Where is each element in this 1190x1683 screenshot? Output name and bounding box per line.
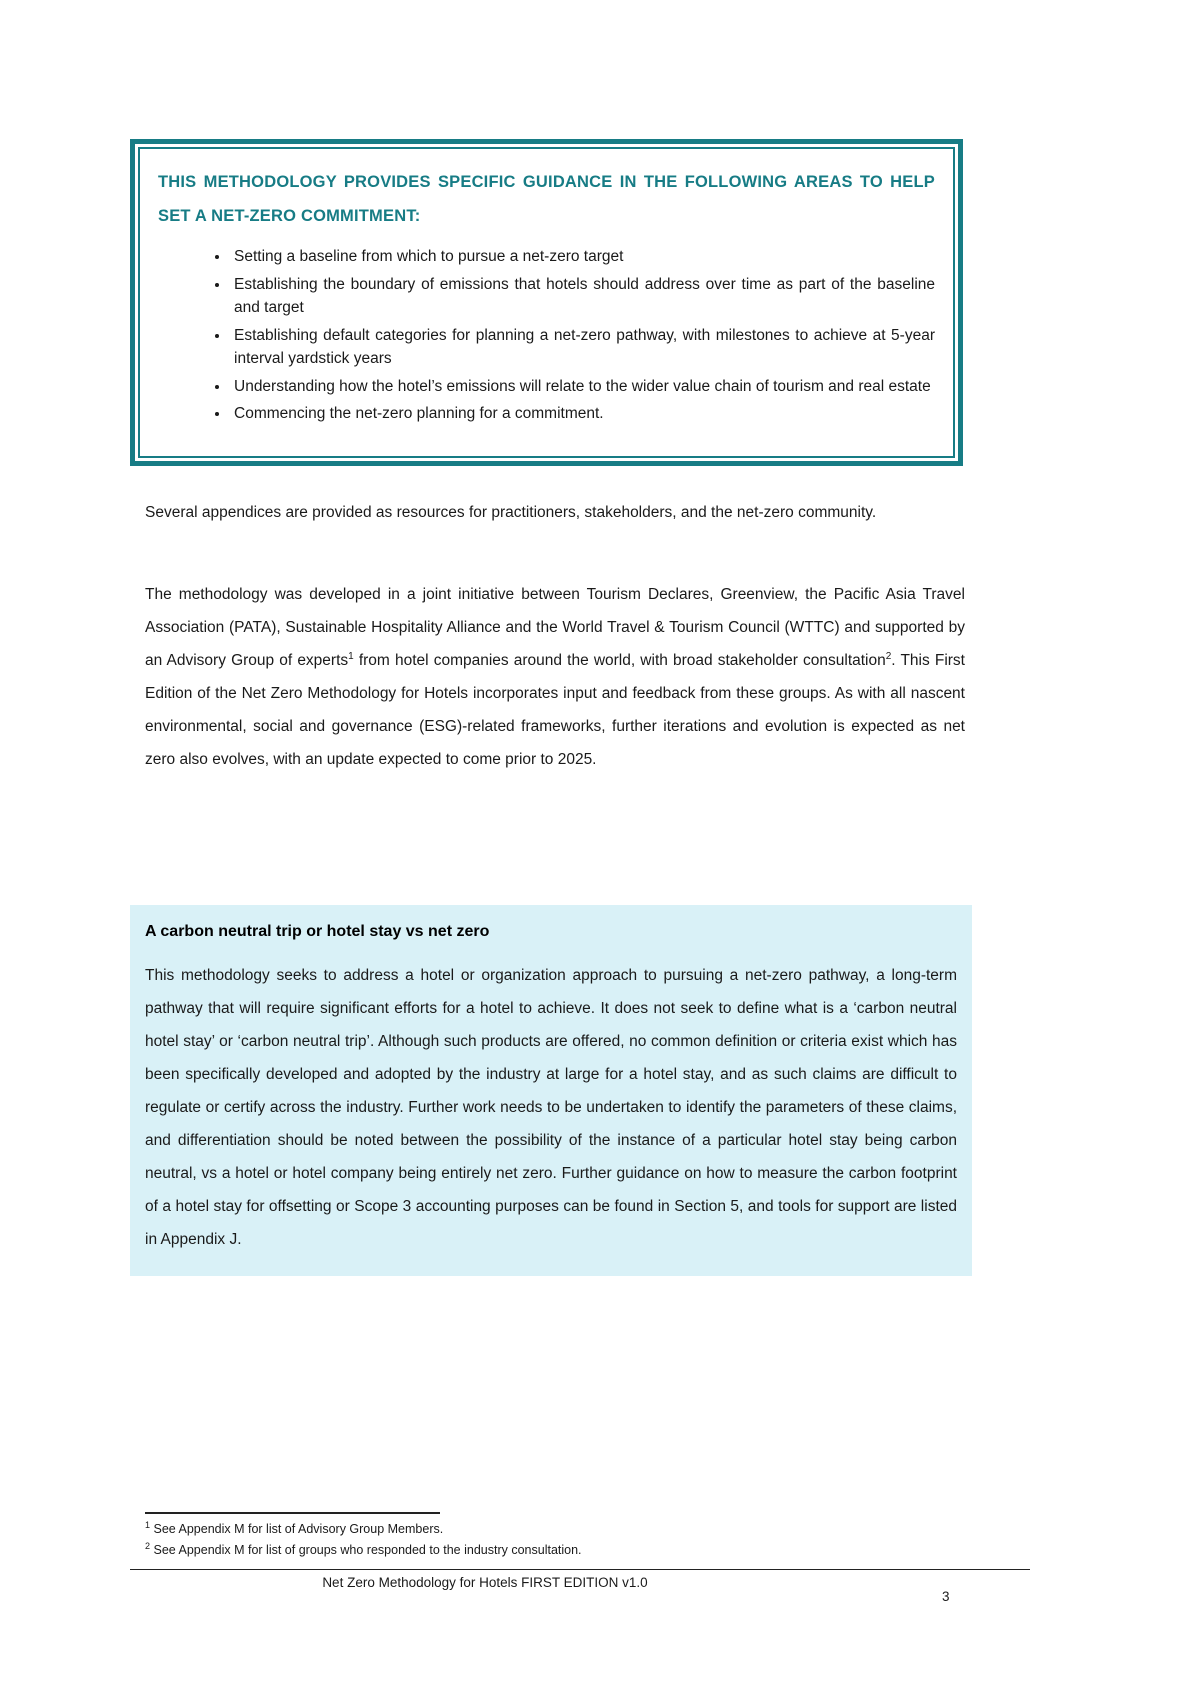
footnote-ref-1: 1: [348, 650, 354, 662]
guidance-callout-box-inner: [138, 147, 955, 458]
paragraph-text: The methodology was developed in a joint initiative between Tourism Declares, Greenview, the Pacific Asia Travel Association (PATA), Sustainable Hospitality Alliance and the World Travel & Tourism Council (WTTC) and supported by an Advisory Group of experts: [145, 586, 965, 669]
paragraph-methodology-development: [145, 578, 965, 776]
footer-rule: [130, 1569, 1030, 1570]
footnote-1: [145, 1519, 865, 1540]
bullet-item: • Establishing default categories for planning a net-zero pathway, with milestones to achieve at 5-year interval yardstick years: [230, 324, 935, 371]
footnote-text: See Appendix M for list of Advisory Group Members.: [150, 1522, 444, 1536]
footnote-separator: [145, 1512, 440, 1514]
info-box-heading: A carbon neutral trip or hotel stay vs net zero: [145, 923, 490, 940]
bullet-item: • Commencing the net-zero planning for a commitment.: [230, 402, 935, 426]
guidance-callout-box: [130, 139, 963, 466]
page-number: 3: [942, 1589, 950, 1604]
carbon-neutral-info-box: [130, 905, 972, 1276]
paragraph-appendices: Several appendices are provided as resources for practitioners, stakeholders, and the net-zero community.: [145, 504, 877, 521]
info-box-body: This methodology seeks to address a hotel or organization approach to pursuing a net-zero pathway, a long-term pathway that will require significant efforts for a hotel to achieve. It does not seek to define what is a ‘carbon neutral hotel stay’ or ‘carbon neutral trip’. Although such products are offered, no common definition or criteria exist which has been specifically developed and adopted by the industry at large for a hotel stay, and as such claims are difficult to regulate or certify across the industry. Further work needs to be undertaken to identify the parameters of these claims, and differentiation should be noted between the possibility of the instance of a particular hotel stay being carbon neutral, vs a hotel or hotel company being entirely net zero. Further guidance on how to measure the carbon footprint of a hotel stay for offsetting or Scope 3 accounting purposes can be found in Section 5, and tools for support are listed in Appendix J.: [145, 967, 957, 1248]
paragraph-text: from hotel companies around the world, with broad stakeholder consultation: [353, 652, 886, 669]
footnote-marker: 1: [145, 1519, 151, 1530]
callout-heading: THIS METHODOLOGY PROVIDES SPECIFIC GUIDANCE IN THE FOLLOWING AREAS TO HELP SET A NET-ZERO COMMITMENT:: [158, 173, 935, 225]
footnote-marker: 2: [145, 1540, 151, 1551]
bullet-item: • Setting a baseline from which to pursue a net-zero target: [230, 245, 935, 269]
callout-bullet-list: [206, 245, 935, 426]
footnotes: [145, 1519, 865, 1561]
footnote-text: See Appendix M for list of groups who responded to the industry consultation.: [150, 1543, 582, 1557]
bullet-item: • Establishing the boundary of emissions that hotels should address over time as part of the baseline and target: [230, 273, 935, 320]
bullet-item: • Understanding how the hotel’s emissions will relate to the wider value chain of tourism and real estate: [230, 375, 935, 399]
footer-text: Net Zero Methodology for Hotels FIRST EDITION v1.0: [322, 1575, 648, 1590]
footnote-ref-2: 2: [885, 650, 892, 662]
footnote-2: [145, 1540, 865, 1561]
paragraph-text: . This First Edition of the Net Zero Methodology for Hotels incorporates input and feedback from these groups. As with all nascent environmental, social and governance (ESG)-related frameworks, further iterations and evolution is expected as net zero also evolves, with an update expected to come prior to 2025.: [145, 652, 965, 768]
